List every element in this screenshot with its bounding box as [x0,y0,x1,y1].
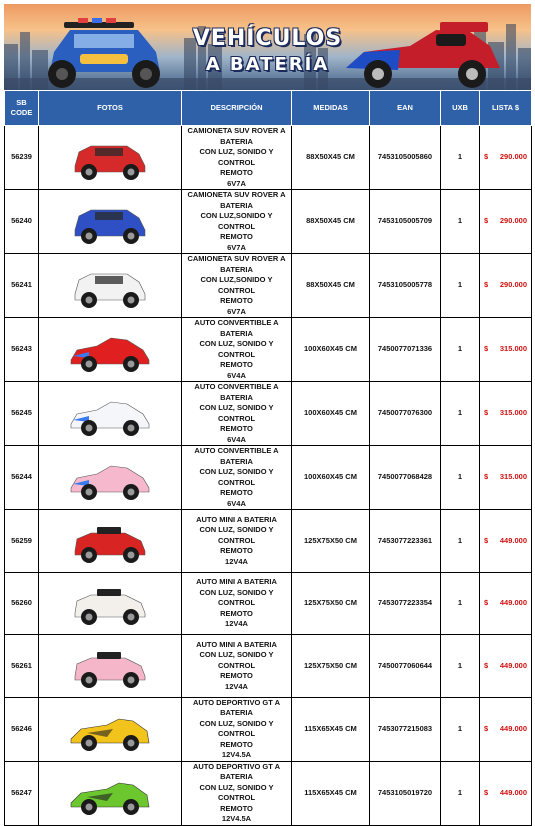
price-amount: 449.000 [499,535,527,545]
photo-cell [39,190,182,254]
description-line: 6V7A [227,242,246,252]
description-line: 12V4A [225,556,248,566]
description-line: BATERIA [220,456,253,466]
col-header-code: SB CODE [5,91,39,126]
description-line: CON LUZ, SONIDO Y CONTROL [199,147,274,167]
photo-cell [39,126,182,190]
description-line: REMOTO [220,488,253,497]
car-icon [67,390,153,438]
ean-cell: 7453105005778 [370,254,441,318]
table-row [5,697,532,761]
price-cell [480,190,532,254]
header-banner [4,4,531,90]
car-icon [67,517,153,565]
uxb-cell: 1 [441,446,480,510]
description-line: REMOTO [220,296,253,305]
table-row [5,572,532,635]
description-cell [182,190,292,254]
description-cell [182,635,292,698]
measures-cell: 100X60X45 CM [292,318,370,382]
photo-cell [39,254,182,318]
description-line: 6V4A [227,434,246,444]
description-line: 6V4A [227,498,246,508]
price-amount: 315.000 [499,344,527,354]
price-amount: 290.000 [499,216,527,226]
sb-code-cell: 56261 [5,635,39,698]
spider-race-car-image [340,16,506,90]
description-line: AUTO CONVERTIBLE A [194,446,279,455]
description-line: REMOTO [220,671,253,681]
car-icon [67,262,153,310]
uxb-cell: 1 [441,318,480,382]
sb-code-cell: 56244 [5,446,39,510]
currency-symbol: $ [484,216,489,226]
car-icon [67,134,153,182]
description-line: BATERIA [220,708,253,718]
currency-symbol: $ [484,788,489,798]
uxb-cell: 1 [441,254,480,318]
table-row [5,382,532,446]
description-line: AUTO MINI A BATERIA [196,577,277,587]
currency-symbol: $ [484,280,489,290]
table-row [5,190,532,254]
description-cell [182,572,292,635]
description-line: 12V4A [225,681,248,691]
description-cell [182,318,292,382]
description-cell [182,382,292,446]
description-line: CAMIONETA SUV ROVER A [187,126,286,135]
sb-code-cell: 56245 [5,382,39,446]
measures-cell: 115X65X45 CM [292,761,370,825]
description-line: CON LUZ, SONIDO Y CONTROL [199,650,274,670]
col-header-uxb: UXB [441,91,480,126]
description-line: REMOTO [220,739,253,749]
table-row [5,254,532,318]
col-header-measures: MEDIDAS [292,91,370,126]
col-header-photos: FOTOS [39,91,182,126]
ean-cell: 7453077215083 [370,697,441,761]
measures-cell: 88X50X45 CM [292,254,370,318]
table-row [5,126,532,190]
description-cell [182,254,292,318]
description-line: REMOTO [220,232,253,241]
sb-code-cell: 56259 [5,510,39,573]
description-line: CON LUZ, SONIDO Y CONTROL [199,718,274,739]
uxb-cell: 1 [441,510,480,573]
description-cell [182,761,292,825]
measures-cell: 125X75X50 CM [292,510,370,573]
price-cell [480,761,532,825]
ean-cell: 7453105005860 [370,126,441,190]
description-line: 6V7A [227,178,246,188]
car-icon [67,579,153,627]
price-amount: 315.000 [499,408,527,418]
table-row [5,761,532,825]
price-cell [480,318,532,382]
price-list-table [4,90,532,826]
price-cell [480,572,532,635]
measures-cell: 88X50X45 CM [292,126,370,190]
uxb-cell: 1 [441,126,480,190]
description-line: CON LUZ, SONIDO Y CONTROL [199,403,274,423]
currency-symbol: $ [484,598,489,608]
uxb-cell: 1 [441,635,480,698]
description-line: REMOTO [220,168,253,177]
description-line: BATERIA [220,264,253,274]
description-line: 12V4.5A [221,750,252,760]
price-cell [480,382,532,446]
currency-symbol: $ [484,344,489,354]
car-icon [67,326,153,374]
description-line: BATERIA [220,392,253,402]
uxb-cell: 1 [441,572,480,635]
description-line: AUTO CONVERTIBLE A [194,318,279,327]
uxb-cell: 1 [441,190,480,254]
sb-code-cell: 56239 [5,126,39,190]
car-icon [67,705,153,753]
ean-cell: 7450077068428 [370,446,441,510]
price-cell [480,635,532,698]
price-cell [480,510,532,573]
col-header-description: DESCRIPCIÓN [182,91,292,126]
car-icon [67,769,153,817]
description-line: REMOTO [220,424,253,433]
description-line: REMOTO [220,803,253,813]
sb-code-cell: 56243 [5,318,39,382]
description-line: CON LUZ, SONIDO Y CONTROL [199,525,274,545]
price-amount: 449.000 [499,724,527,734]
description-line: AUTO DEPORTIVO GT A [192,697,281,707]
photo-cell [39,761,182,825]
col-header-ean: EAN [370,91,441,126]
currency-symbol: $ [484,535,489,545]
description-line: CON LUZ,SONIDO Y CONTROL [200,275,273,295]
price-cell [480,126,532,190]
sb-code-cell: 56241 [5,254,39,318]
measures-cell: 88X50X45 CM [292,190,370,254]
ean-cell: 7453105005709 [370,190,441,254]
currency-symbol: $ [484,724,489,734]
car-icon [67,198,153,246]
description-cell [182,510,292,573]
currency-symbol: $ [484,660,489,670]
description-line: CAMIONETA SUV ROVER A [187,254,286,263]
ean-cell: 7450077076300 [370,382,441,446]
table-row [5,446,532,510]
description-line: AUTO CONVERTIBLE A [194,382,279,391]
description-line: 6V7A [227,306,246,316]
photo-cell [39,446,182,510]
ean-cell: 7450077071336 [370,318,441,382]
description-line: REMOTO [220,546,253,556]
description-line: 6V4A [227,370,246,380]
table-row [5,318,532,382]
description-line: CON LUZ, SONIDO Y CONTROL [199,467,274,487]
price-amount: 290.000 [499,280,527,290]
uxb-cell: 1 [441,697,480,761]
description-line: AUTO DEPORTIVO GT A [192,761,281,771]
description-line: REMOTO [220,608,253,618]
col-header-price: LISTA $ [480,91,532,126]
description-line: BATERIA [220,200,253,210]
sb-code-cell: 56247 [5,761,39,825]
photo-cell [39,318,182,382]
uxb-cell: 1 [441,382,480,446]
description-line: BATERIA [220,772,253,782]
photo-cell [39,572,182,635]
sb-code-cell: 56246 [5,697,39,761]
description-line: AUTO MINI A BATERIA [196,639,277,649]
photo-cell [39,697,182,761]
photo-cell [39,382,182,446]
description-line: CON LUZ,SONIDO Y CONTROL [200,211,273,231]
price-cell [480,446,532,510]
description-cell [182,697,292,761]
sb-code-cell: 56240 [5,190,39,254]
measures-cell: 100X60X45 CM [292,446,370,510]
currency-symbol: $ [484,472,489,482]
description-line: AUTO MINI A BATERIA [196,514,277,524]
description-line: BATERIA [220,328,253,338]
description-line: CON LUZ, SONIDO Y CONTROL [199,339,274,359]
measures-cell: 125X75X50 CM [292,635,370,698]
description-line: CON LUZ, SONIDO Y CONTROL [199,782,274,803]
description-line: 12V4.5A [221,814,252,824]
description-cell [182,446,292,510]
banner-title-line1: VEHÍCULOS [192,26,343,51]
price-amount: 449.000 [499,788,527,798]
ean-cell: 7453105019720 [370,761,441,825]
table-header-row [5,91,532,126]
price-amount: 449.000 [499,660,527,670]
currency-symbol: $ [484,408,489,418]
description-line: BATERIA [220,136,253,146]
table-row [5,510,532,573]
price-amount: 315.000 [499,472,527,482]
measures-cell: 100X60X45 CM [292,382,370,446]
banner-title-line2: A BATERÍA [205,54,330,75]
photo-cell [39,635,182,698]
description-cell [182,126,292,190]
photo-cell [39,510,182,573]
car-icon [67,642,153,690]
price-amount: 290.000 [499,152,527,162]
currency-symbol: $ [484,152,489,162]
ean-cell: 7453077223354 [370,572,441,635]
ean-cell: 7453077223361 [370,510,441,573]
price-cell [480,254,532,318]
description-line: 12V4A [225,619,248,629]
price-amount: 449.000 [499,598,527,608]
table-row [5,635,532,698]
description-line: REMOTO [220,360,253,369]
price-cell [480,697,532,761]
ean-cell: 7450077060644 [370,635,441,698]
uxb-cell: 1 [441,761,480,825]
measures-cell: 125X75X50 CM [292,572,370,635]
description-line: CAMIONETA SUV ROVER A [187,190,286,199]
description-line: CON LUZ, SONIDO Y CONTROL [199,587,274,608]
sb-code-cell: 56260 [5,572,39,635]
measures-cell: 115X65X45 CM [292,697,370,761]
car-icon [67,454,153,502]
